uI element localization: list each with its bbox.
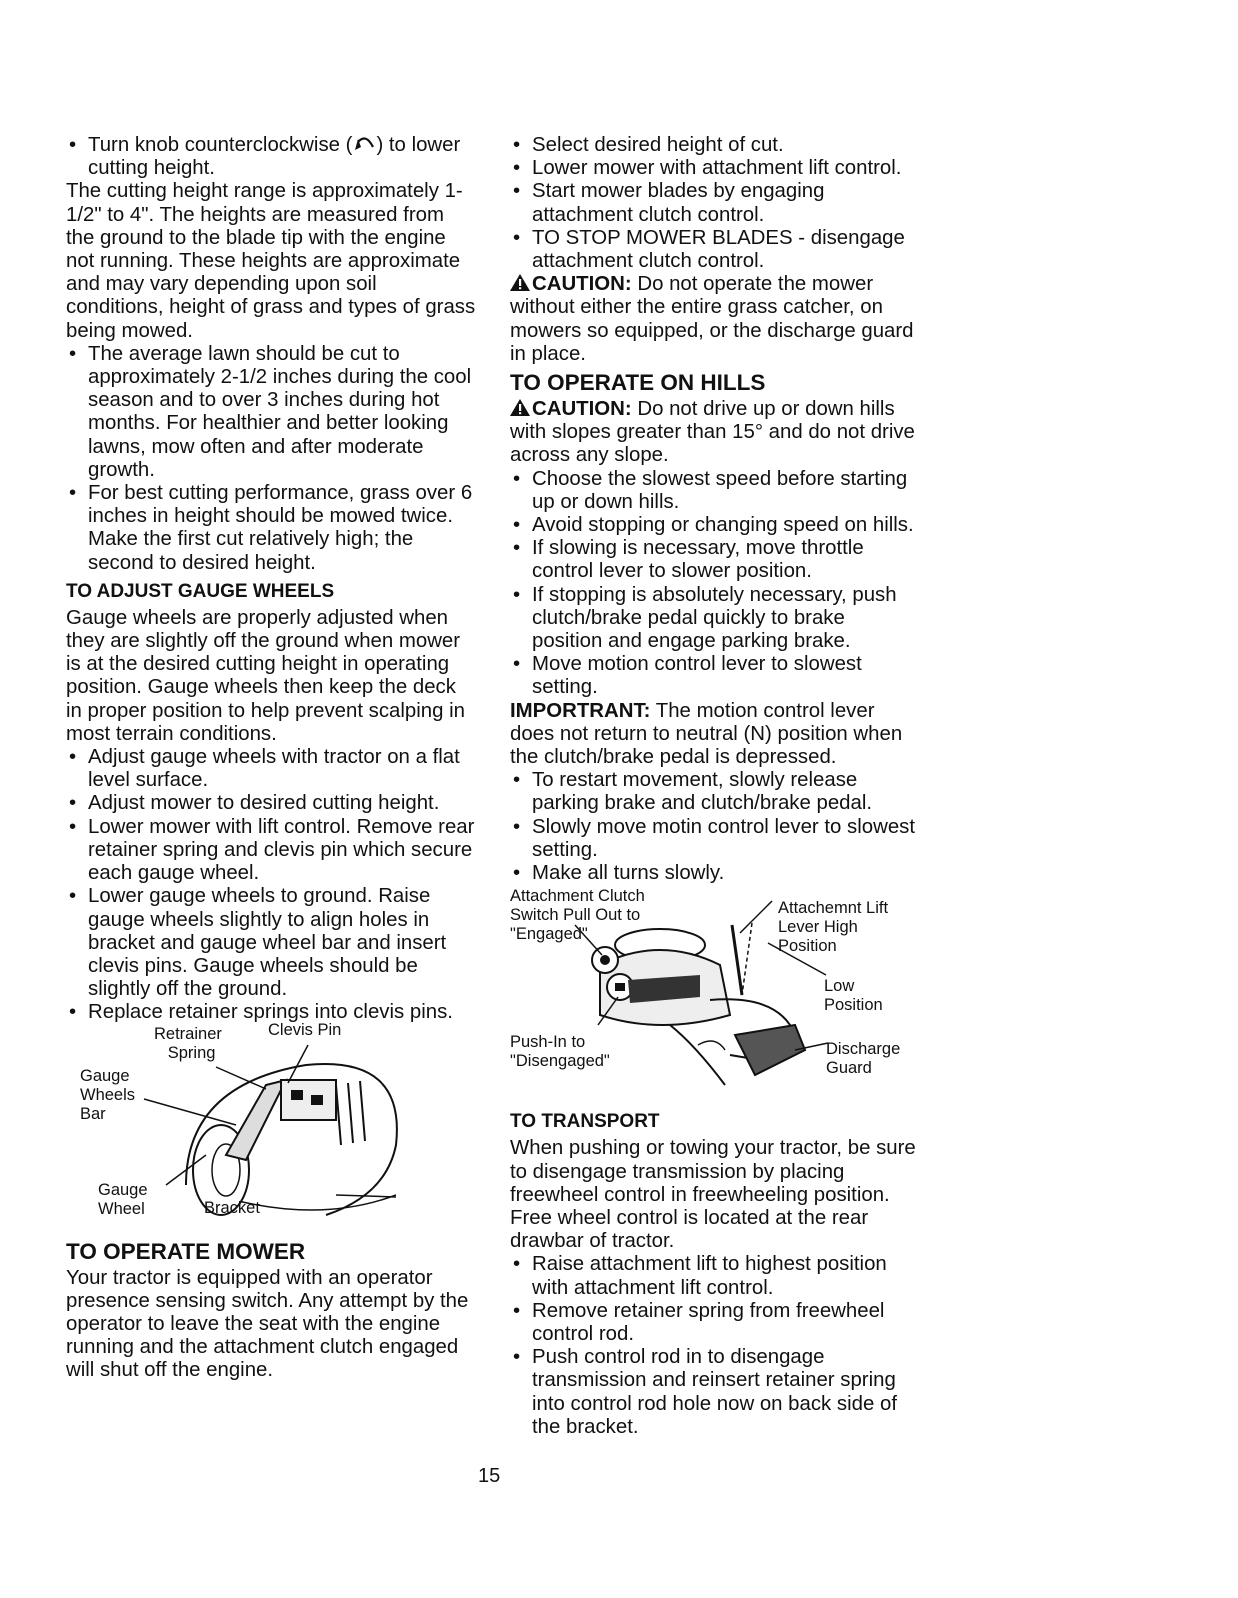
list-item: • Adjust gauge wheels with tractor on a flat level surface. <box>66 746 476 792</box>
transport-paragraph: When pushing or towing your tractor, be sure to disengage transmission by placing freewheel control in freewheeling position. Free wheel control is located at the rear drawbar of tractor. <box>510 1137 916 1253</box>
important-note <box>510 700 920 770</box>
list-item <box>66 134 476 180</box>
clutch-engaged-label: Attachment Clutch Switch Pull Out to "Engaged" <box>510 887 645 944</box>
cutting-range-paragraph: The cutting height range is approximately 1-1/2" to 4". The heights are measured from the ground to the blade tip with the engine not running. These heights are approximate and may vary depending upon soil conditions, height of grass and types of grass being mowed. <box>66 180 476 342</box>
caution-text: Do not operate the mower without either the entire grass catcher, on mowers so equipped, or the discharge guard in place. <box>510 273 914 365</box>
left-column <box>66 134 476 1383</box>
list-item: • Lower mower with attachment lift control. <box>510 157 920 180</box>
operate-list <box>510 134 920 273</box>
page-number: 15 <box>478 1465 501 1487</box>
list-item: • Lower gauge wheels to ground. Raise gauge wheels slightly to align holes in bracket and gauge wheel bar and insert clevis pins. Gauge wheels should be slightly off the ground. <box>66 885 476 1001</box>
gauge-heading: TO ADJUST GAUGE WHEELS <box>66 580 335 602</box>
list-item: • Push control rod in to disengage transmission and reinsert retainer spring into control rod hole now on back side of the bracket. <box>510 1346 920 1439</box>
list-item: • Make all turns slowly. <box>510 862 920 885</box>
knob-text-after: ) to lower cutting height. <box>88 134 461 180</box>
gauge-wheel-label: Gauge Wheel <box>98 1180 148 1218</box>
list-item: • Choose the slowest speed before starting up or down hills. <box>510 468 920 514</box>
list-item: • TO STOP MOWER BLADES - disengage attachment clutch control. <box>510 227 920 273</box>
knob-text-before: Turn knob counterclockwise ( <box>88 134 353 156</box>
operate-mower-paragraph: Your tractor is equipped with an operator presence sensing switch. Any attempt by the operator to leave the seat with the engine running and the attachment clutch engaged will shut off the engine. <box>66 1266 469 1382</box>
right-column <box>510 134 920 1439</box>
list-item: • Avoid stopping or changing speed on hills. <box>510 514 920 537</box>
list-item: • Select desired height of cut. <box>510 134 920 157</box>
lift-high-label: Attachemnt Lift Lever High Position <box>778 899 889 956</box>
gauge-wheels-bar-label: Gauge Wheels Bar <box>80 1066 136 1123</box>
bracket-label: Bracket <box>204 1198 260 1217</box>
list-item: • Replace retainer springs into clevis pins. <box>66 1001 476 1024</box>
list-item: • Start mower blades by engaging attachment clutch control. <box>510 180 920 226</box>
restart-list <box>510 769 920 885</box>
list-item: • Remove retainer spring from freewheel control rod. <box>510 1300 920 1346</box>
counterclockwise-arrow-icon <box>352 136 376 152</box>
list-item: • The average lawn should be cut to approximately 2-1/2 inches during the cool season and to over 3 inches during hot months. For healthier and better looking lawns, mow often and after moderate growth. <box>66 343 476 482</box>
caution-text: Do not drive up or down hills with slopes greater than 15° and do not drive across any slope. <box>510 398 915 467</box>
low-position-label: Low Position <box>824 977 883 1015</box>
hills-heading: TO OPERATE ON HILLS <box>510 370 766 396</box>
warning-icon <box>510 274 530 291</box>
disengaged-label: Push-In to "Disengaged" <box>510 1033 610 1071</box>
list-item: • Slowly move motin control lever to slowest setting. <box>510 816 920 862</box>
list-item: • If stopping is absolutely necessary, push clutch/brake pedal quickly to brake position and engage parking brake. <box>510 584 920 654</box>
retainer-spring-label: Retrainer Spring <box>154 1024 222 1062</box>
caution-hills <box>510 398 920 468</box>
list-item: • Move motion control lever to slowest setting. <box>510 653 920 699</box>
transport-list <box>510 1253 920 1439</box>
important-text: The motion control lever does not return to neutral (N) position when the clutch/brake pedal is depressed. <box>510 699 903 769</box>
important-label: IMPORTRANT: <box>510 699 651 722</box>
cutting-list <box>66 343 476 575</box>
caution-label: CAUTION: <box>532 398 632 421</box>
controls-figure <box>510 885 920 1105</box>
caution-mower <box>510 273 920 366</box>
list-item: • To restart movement, slowly release parking brake and clutch/brake pedal. <box>510 769 920 815</box>
hills-list <box>510 468 920 700</box>
discharge-guard-label: Discharge Guard <box>826 1040 901 1078</box>
list-item: • Raise attachment lift to highest position with attachment lift control. <box>510 1253 920 1299</box>
transport-heading: TO TRANSPORT <box>510 1111 660 1133</box>
list-item: • If slowing is necessary, move throttle control lever to slower position. <box>510 537 920 583</box>
operate-mower-heading: TO OPERATE MOWER <box>66 1238 306 1264</box>
knob-list <box>66 134 476 180</box>
gauge-wheel-figure <box>66 1020 476 1235</box>
caution-label: CAUTION: <box>532 273 632 296</box>
warning-icon <box>510 399 530 416</box>
list-item: • Adjust mower to desired cutting height. <box>66 792 476 815</box>
clevis-pin-label: Clevis Pin <box>268 1020 342 1039</box>
list-item: • Lower mower with lift control. Remove rear retainer spring and clevis pin which secure each gauge wheel. <box>66 816 476 886</box>
gauge-list <box>66 746 476 1024</box>
list-item: • For best cutting performance, grass over 6 inches in height should be mowed twice. Make the first cut relatively high; the second to desired height. <box>66 482 476 575</box>
gauge-paragraph: Gauge wheels are properly adjusted when they are slightly off the ground when mower is at the desired cutting height in operating position. Gauge wheels then keep the deck in proper position to help prevent scalping in most terrain conditions. <box>66 606 466 745</box>
